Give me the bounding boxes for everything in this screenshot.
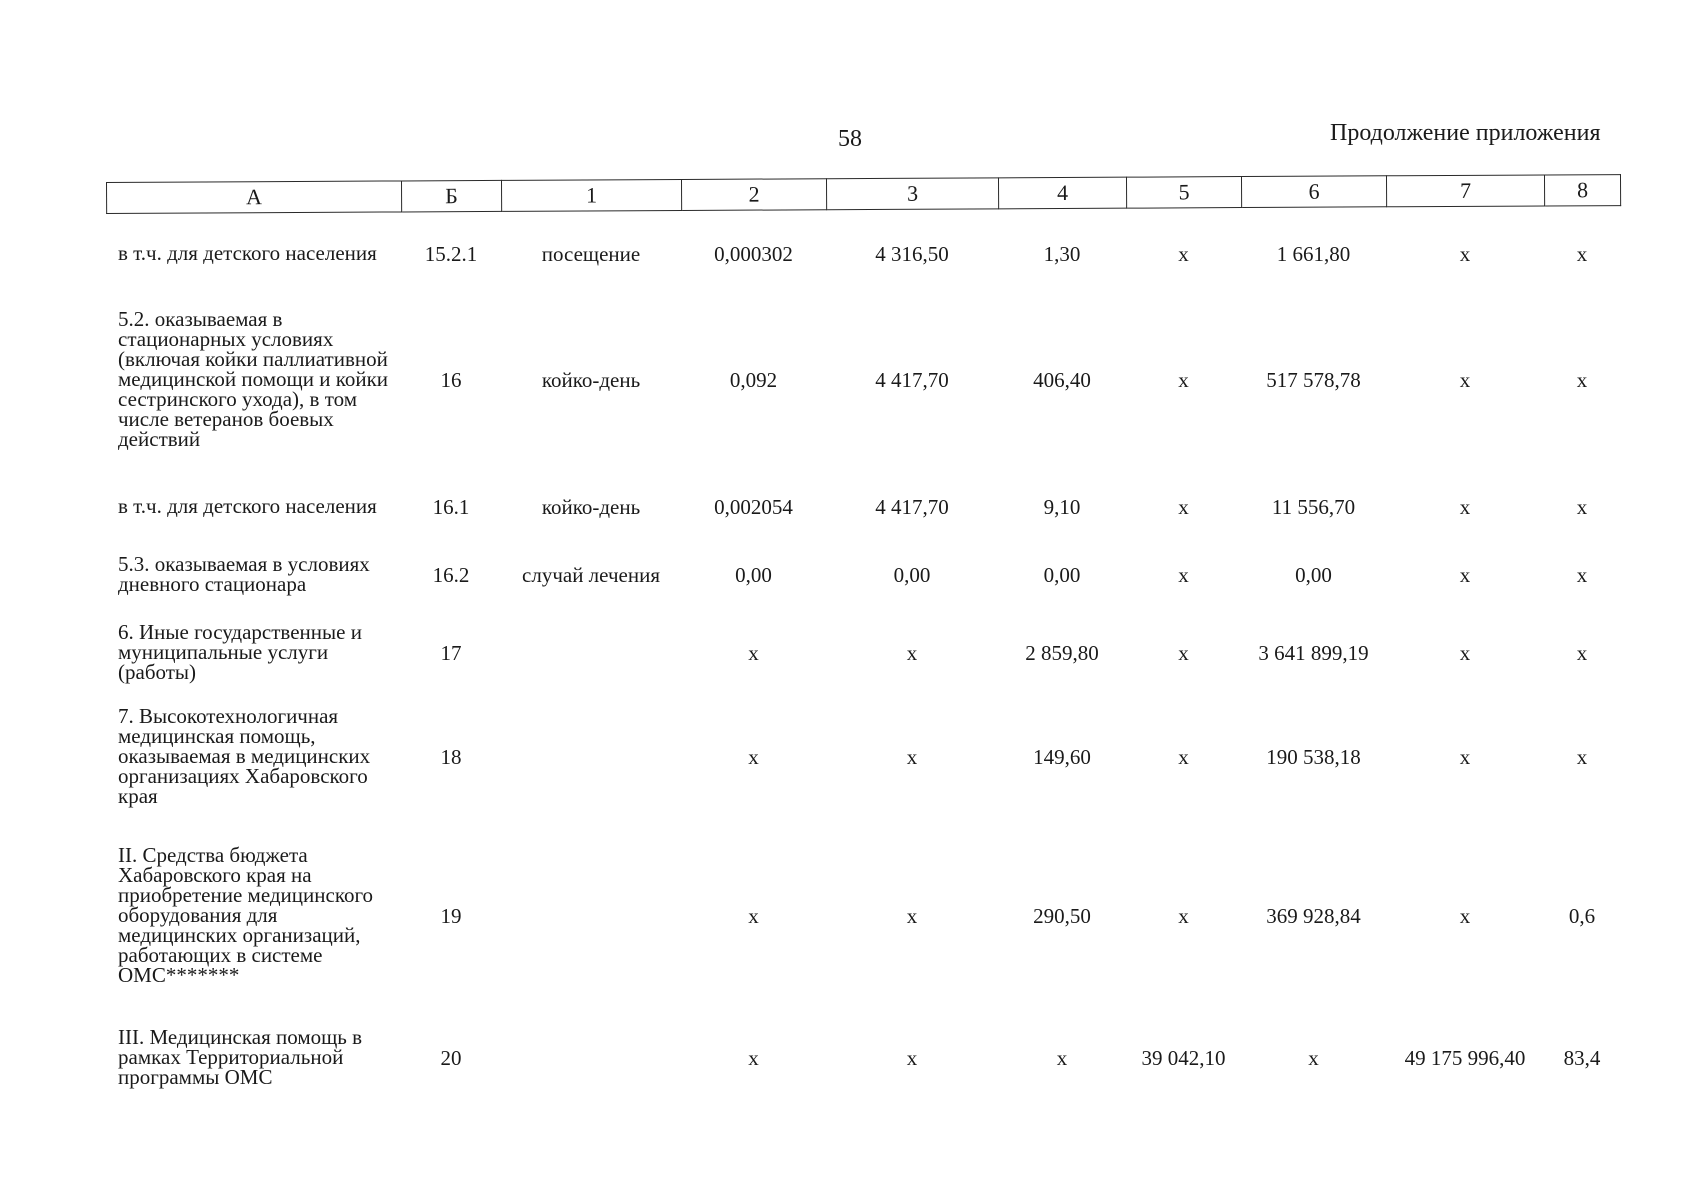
table-row (106, 226, 1620, 282)
row-unit: посещение (541, 241, 641, 266)
row-label: II. Средства бюджета Хабаровского края на приобретение медицинского оборудования для медицинских организаций, работающих в системе ОМС******* (118, 843, 374, 987)
row-col-5: х (1178, 367, 1189, 392)
row-col-3: х (906, 903, 918, 928)
row-code: 15.2.1 (424, 241, 478, 266)
row-col-6: 3 641 899,19 (1258, 640, 1369, 665)
column-header-2: 2 (681, 179, 826, 211)
row-col-4: 406,40 (1033, 367, 1091, 392)
row-col-2: 0,000302 (714, 241, 793, 266)
continuation-label: Продолжение приложения (1330, 120, 1601, 146)
row-code: 18 (440, 744, 462, 769)
row-code: 19 (440, 903, 462, 928)
row-col-7: х (1459, 562, 1471, 587)
row-col-5: х (1178, 562, 1189, 587)
table-row (106, 822, 1620, 1010)
row-col-2: х (748, 903, 759, 928)
row-label: в т.ч. для детского населения (118, 241, 377, 266)
row-col-4: 9,10 (1043, 494, 1081, 519)
table-body (106, 226, 1620, 1106)
row-col-3: 4 417,70 (875, 367, 949, 392)
row-label: 5.3. оказываемая в условиях дневного стационара (118, 552, 370, 596)
column-header-b: Б (401, 180, 501, 212)
row-label: 6. Иные государственные и муниципальные услуги (работы) (118, 620, 362, 684)
row-unit: случай лечения (522, 562, 660, 587)
row-col-8: х (1576, 494, 1588, 519)
row-code: 20 (440, 1045, 462, 1070)
column-header-5: 5 (1126, 177, 1241, 209)
table-row (106, 478, 1620, 536)
table-row (106, 536, 1620, 614)
row-label: III. Медицинская помощь в рамках Территориальной программы ОМС (118, 1025, 363, 1089)
column-header-1: 1 (501, 179, 681, 211)
row-col-2: х (748, 1045, 759, 1070)
row-col-2: 0,092 (729, 367, 778, 392)
row-col-6: 0,00 (1295, 562, 1332, 587)
row-col-7: х (1459, 494, 1471, 519)
row-col-5: х (1178, 903, 1189, 928)
row-col-6: х (1308, 1045, 1319, 1070)
row-col-3: 0,00 (893, 562, 931, 587)
row-col-2: 0,002054 (714, 494, 793, 519)
column-header-8: 8 (1544, 175, 1620, 206)
row-code: 17 (440, 640, 462, 665)
row-col-3: х (906, 744, 918, 769)
row-col-5: 39 042,10 (1141, 1045, 1226, 1070)
row-col-4: 149,60 (1033, 744, 1091, 769)
row-col-5: х (1178, 494, 1189, 519)
row-col-8: х (1576, 241, 1588, 266)
row-unit: койко-день (541, 367, 641, 392)
column-header-table (106, 174, 1621, 214)
row-col-7: х (1459, 367, 1471, 392)
column-header-row (107, 175, 1621, 214)
row-col-3: 4 316,50 (875, 241, 949, 266)
row-code: 16.1 (432, 494, 470, 519)
row-unit: койко-день (541, 494, 641, 519)
row-col-6: 190 538,18 (1266, 744, 1361, 769)
row-code: 16 (440, 367, 462, 392)
column-header-4: 4 (998, 177, 1126, 209)
row-col-8: х (1576, 367, 1588, 392)
row-code: 16.2 (432, 562, 470, 587)
row-col-6: 1 661,80 (1276, 241, 1351, 266)
row-col-2: х (748, 640, 759, 665)
row-col-5: х (1178, 744, 1189, 769)
row-col-8: х (1576, 562, 1588, 587)
row-col-6: 369 928,84 (1266, 903, 1361, 928)
row-label: в т.ч. для детского населения (118, 494, 377, 519)
row-col-7: 49 175 996,40 (1404, 1045, 1526, 1070)
row-col-7: х (1459, 640, 1471, 665)
row-col-2: х (748, 744, 759, 769)
row-col-4: 290,50 (1033, 903, 1091, 928)
column-header-6: 6 (1241, 176, 1386, 208)
row-col-3: 4 417,70 (875, 494, 949, 519)
row-col-4: х (1056, 1045, 1068, 1070)
column-header-3: 3 (826, 178, 998, 210)
row-col-5: х (1178, 241, 1189, 266)
table-row (106, 282, 1620, 478)
row-col-4: 1,30 (1043, 241, 1081, 266)
column-header-7: 7 (1386, 175, 1544, 207)
row-col-8: х (1576, 744, 1588, 769)
row-col-2: 0,00 (735, 562, 772, 587)
row-label: 5.2. оказываемая в стационарных условиях (включая койки паллиативной медицинской помощи и койки сестринского ухода), в том числе ветеранов боевых действий (118, 307, 389, 451)
row-label: 7. Высокотехнологичная медицинская помощь, оказываемая в медицинских организациях Хабаровского края (118, 704, 371, 808)
page-number: 58 (838, 126, 862, 152)
row-col-7: х (1459, 903, 1471, 928)
table-row (106, 692, 1620, 822)
row-col-3: х (906, 1045, 918, 1070)
column-header-a: А (107, 181, 402, 214)
table-row (106, 1010, 1620, 1106)
row-col-6: 11 556,70 (1271, 494, 1356, 519)
row-col-4: 2 859,80 (1025, 640, 1099, 665)
row-col-4: 0,00 (1043, 562, 1081, 587)
row-col-3: х (906, 640, 918, 665)
row-col-8: 0,6 (1568, 903, 1596, 928)
row-col-5: х (1178, 640, 1189, 665)
row-col-7: х (1459, 744, 1471, 769)
table-row (106, 614, 1620, 692)
row-col-7: х (1459, 241, 1471, 266)
row-col-6: 517 578,78 (1266, 367, 1361, 392)
row-col-8: 83,4 (1563, 1045, 1601, 1070)
row-col-8: х (1576, 640, 1588, 665)
